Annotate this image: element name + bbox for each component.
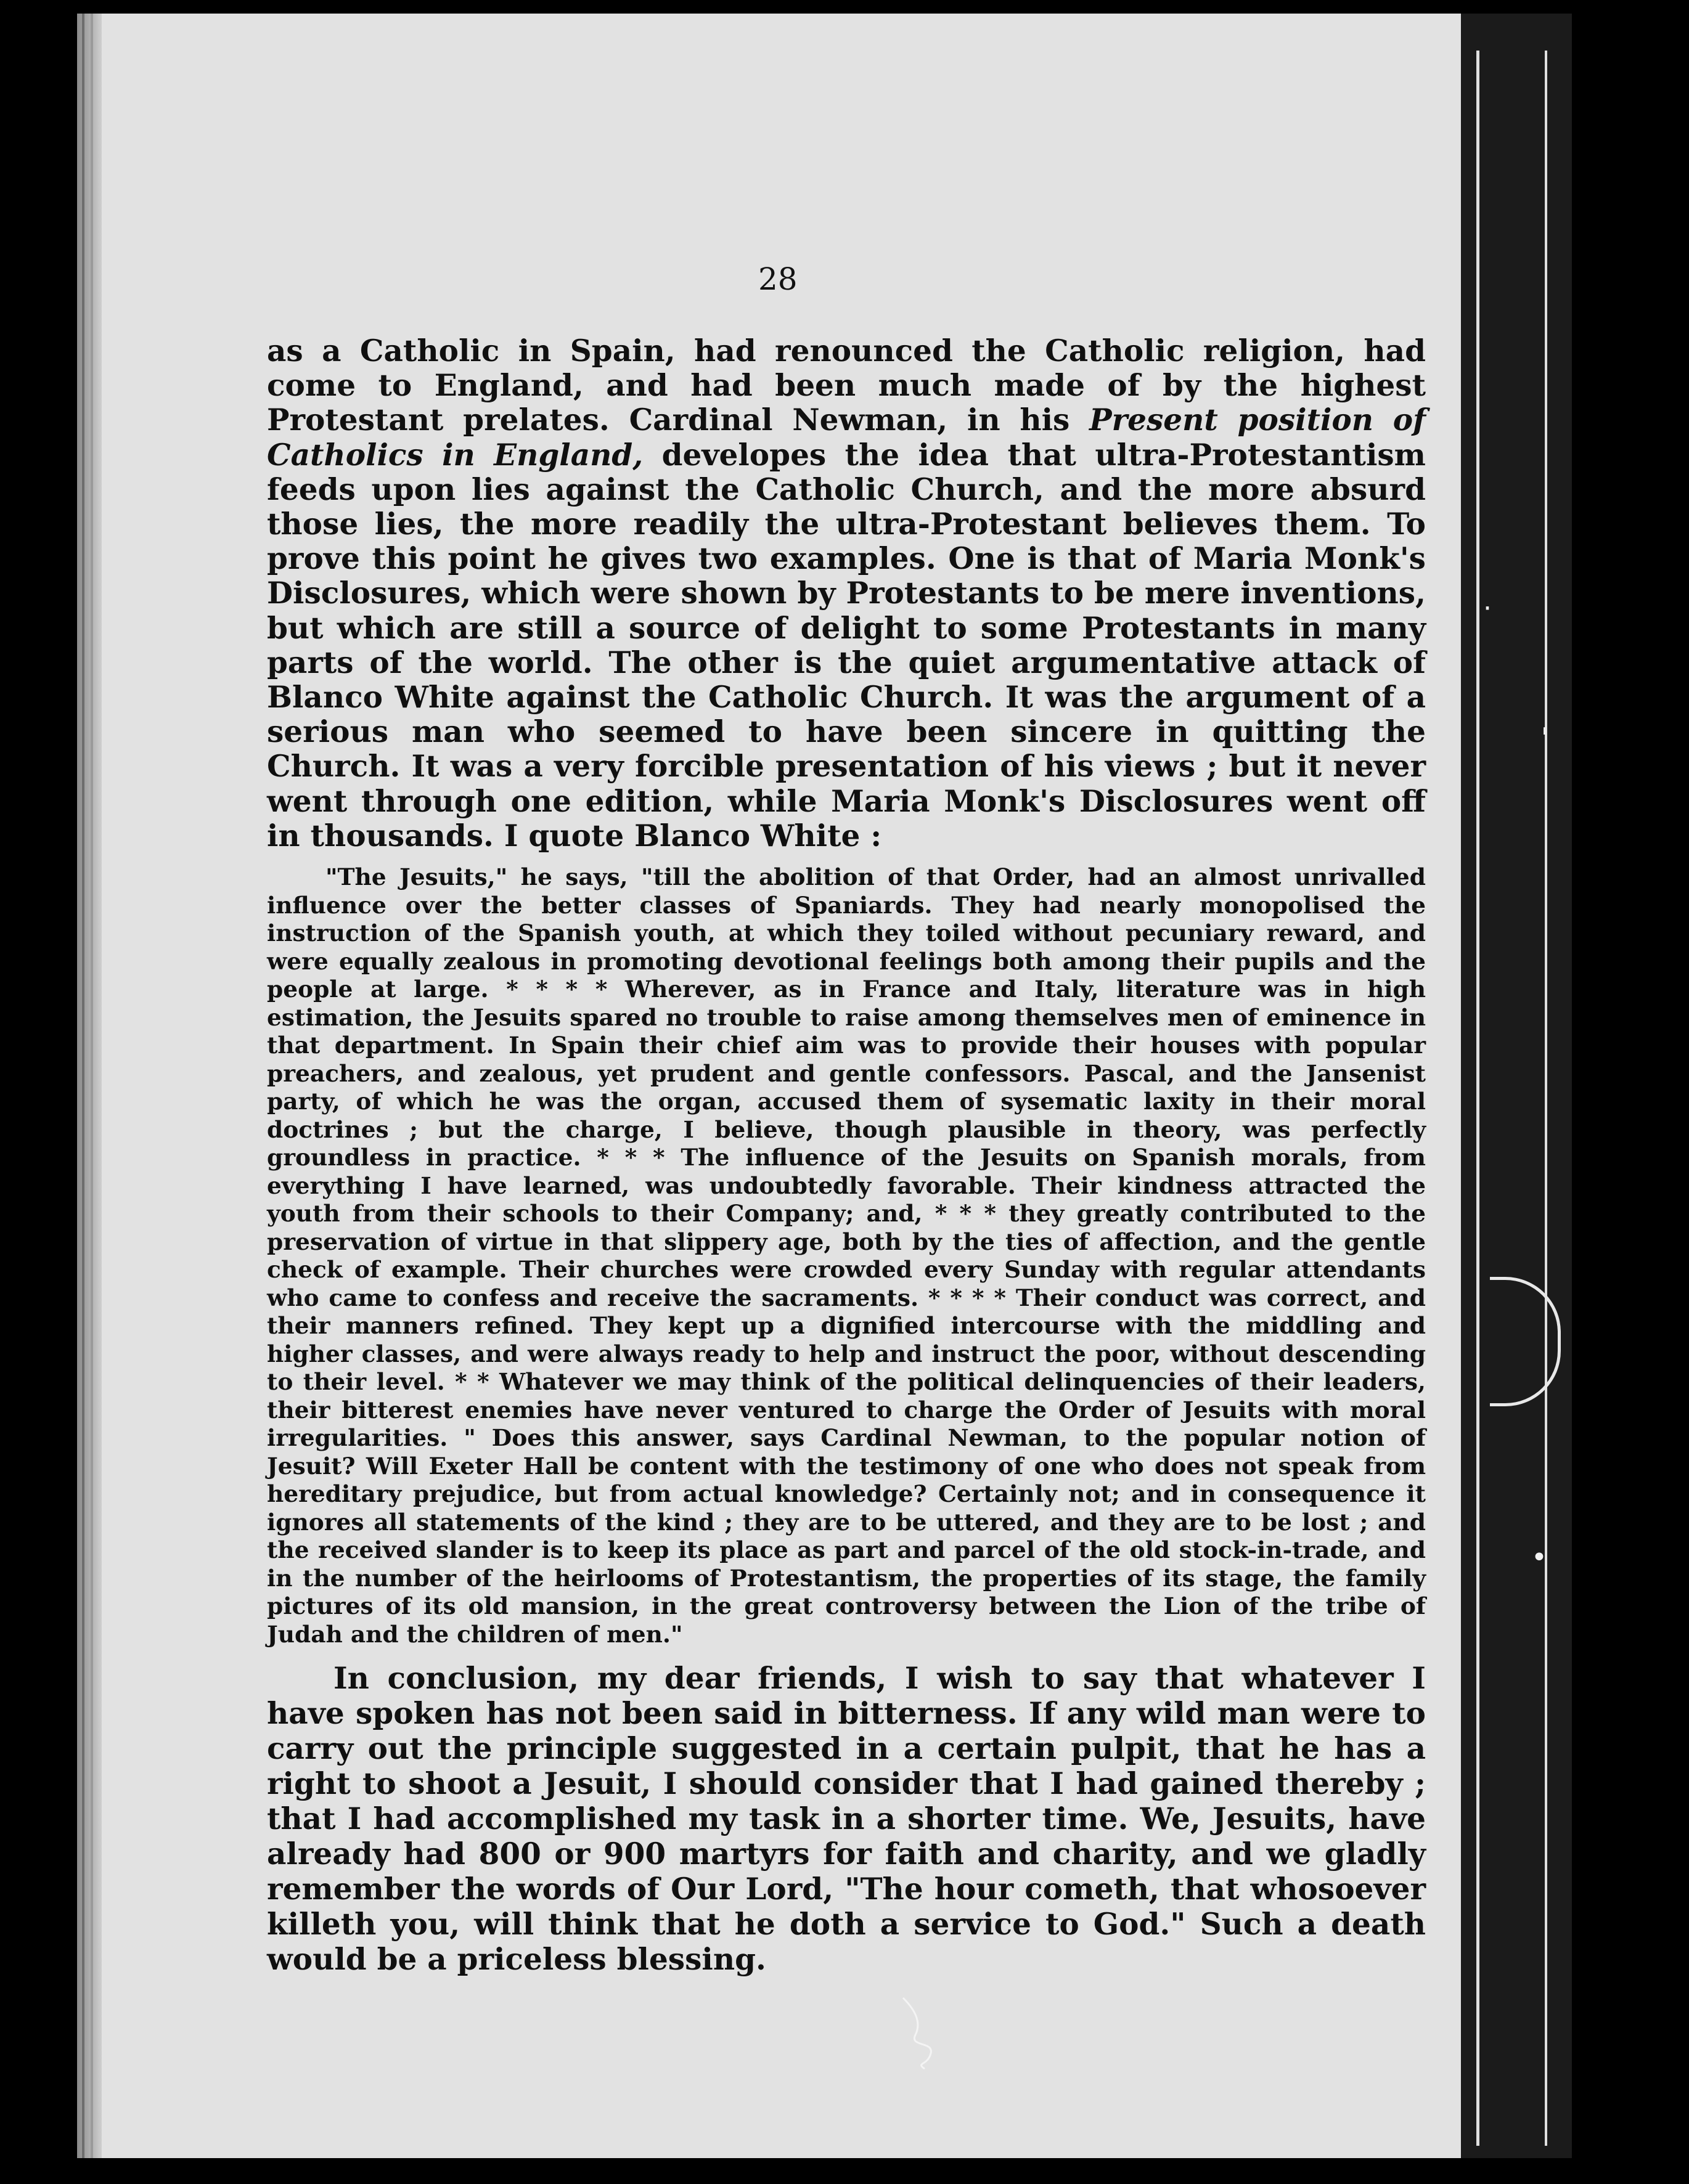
margin-speck: •: [1531, 1542, 1547, 1573]
margin-speck: ': [1540, 722, 1548, 754]
handwritten-mark: [897, 1992, 952, 2072]
page-binding-edge: [77, 14, 102, 2158]
opening-text-start: as a Catholic in Spain, had renounced the Catholic religion, had come to England, and had been much made of by the highest Protestant prelates. Cardinal Newman, in his: [267, 333, 1426, 438]
blanco-white-quotation: [267, 863, 1426, 1648]
page-number: 28: [758, 261, 798, 297]
opening-text-end: developes the idea that ultra-Protestantism feeds upon lies against the Catholic Church, and the more absurd those lies, the more readily the ultra-Protestant believes them. To prove this point he gives two examples. One is that of Maria Monk's Disclosures, which were shown by Protestants to be mere inventions, but which are still a source of delight to some Protestants in many parts of the world. The other is the quiet argumentative attack of Blanco White against the Catholic Church. It was the argument of a serious man who seemed to have been sincere in quitting the Church. It was a very forcible presentation of his views ; but it never went through one edition, while Maria Monk's Disclosures went off in thousands. I quote Blanco White :: [267, 437, 1426, 854]
body-text: [267, 334, 1426, 1977]
margin-speck: ·: [1483, 593, 1492, 624]
adjacent-page-edge: [1461, 14, 1572, 2158]
book-title: Present position of Catholics in England,: [267, 402, 1426, 473]
conclusion-paragraph: In conclusion, my dear friends, I wish to say that whatever I have spoken has not been said in bitterness. If any wild man were to carry out the principle suggested in a certain pulpit, that he has a right to shoot a Jesuit, I should consider that I had gained thereby ; that I had accomplished my task in a shorter time. We, Jesuits, have already had 800 or 900 martyrs for faith and charity, and we gladly remember the words of Our Lord, "The hour cometh, that whosoever killeth you, will think that he doth a service to God." Such a death would be a priceless blessing.: [267, 1661, 1426, 1978]
scanned-page: [77, 14, 1572, 2158]
gutter-line: [1545, 51, 1547, 2146]
opening-paragraph: [267, 334, 1426, 854]
edge-curve-mark: [1490, 1277, 1561, 1406]
quotation-text: "The Jesuits," he says, "till the abolition of that Order, had an almost unrivalled influence over the better classes of Spaniards. They had nearly monopolised the instruction of the Spanish youth, at which they toiled without pecuniary reward, and were equally zealous in promoting devotional feelings both among their pupils and the people at large. * * * * Wherever, as in France and Italy, literature was in high estimation, the Jesuits spared no trouble to raise among themselves men of eminence in that department. In Spain their chief aim was to provide their houses with popular preachers, and zealous, yet prudent and gentle confessors. Pascal, and the Jansenist party, of which he was the organ, accused them of sysematic laxity in their moral doctrines ; but the charge, I believe, though plausible in theory, was perfectly groundless in practice. * * * The influence of the Jesuits on Spanish morals, from everything I have learned, was undoubtedly favorable. Their kindness attracted the youth from their schools to their Company; and, * * * they greatly contributed to the preservation of virtue in that slippery age, both by the ties of affection, and the gentle check of example. Their churches were crowded every Sunday with regular attendants who came to confess and receive the sacraments. * * * * Their conduct was correct, and their manners refined. They kept up a dignified intercourse with the middling and higher classes, and were always ready to help and instruct the poor, without descending to their level. * * Whatever we may think of the political delinquencies of their leaders, their bitterest enemies have never ventured to charge the Order of Jesuits with moral irregularities. " Does this answer, says Cardinal Newman, to the popular notion of Jesuit? Will Exeter Hall be content with the testimony of one who does not speak from hereditary prejudice, but from actual knowledge? Certainly not; and in consequence it ignores all statements of the kind ; they are to be uttered, and they are to be lost ; and the received slander is to keep its place as part and parcel of the old stock-in-trade, and in the number of the heirlooms of Protestantism, the properties of its stage, the family pictures of its old mansion, in the great controversy between the Lion of the tribe of Judah and the children of men.": [267, 863, 1426, 1648]
gutter-line: [1476, 51, 1479, 2146]
